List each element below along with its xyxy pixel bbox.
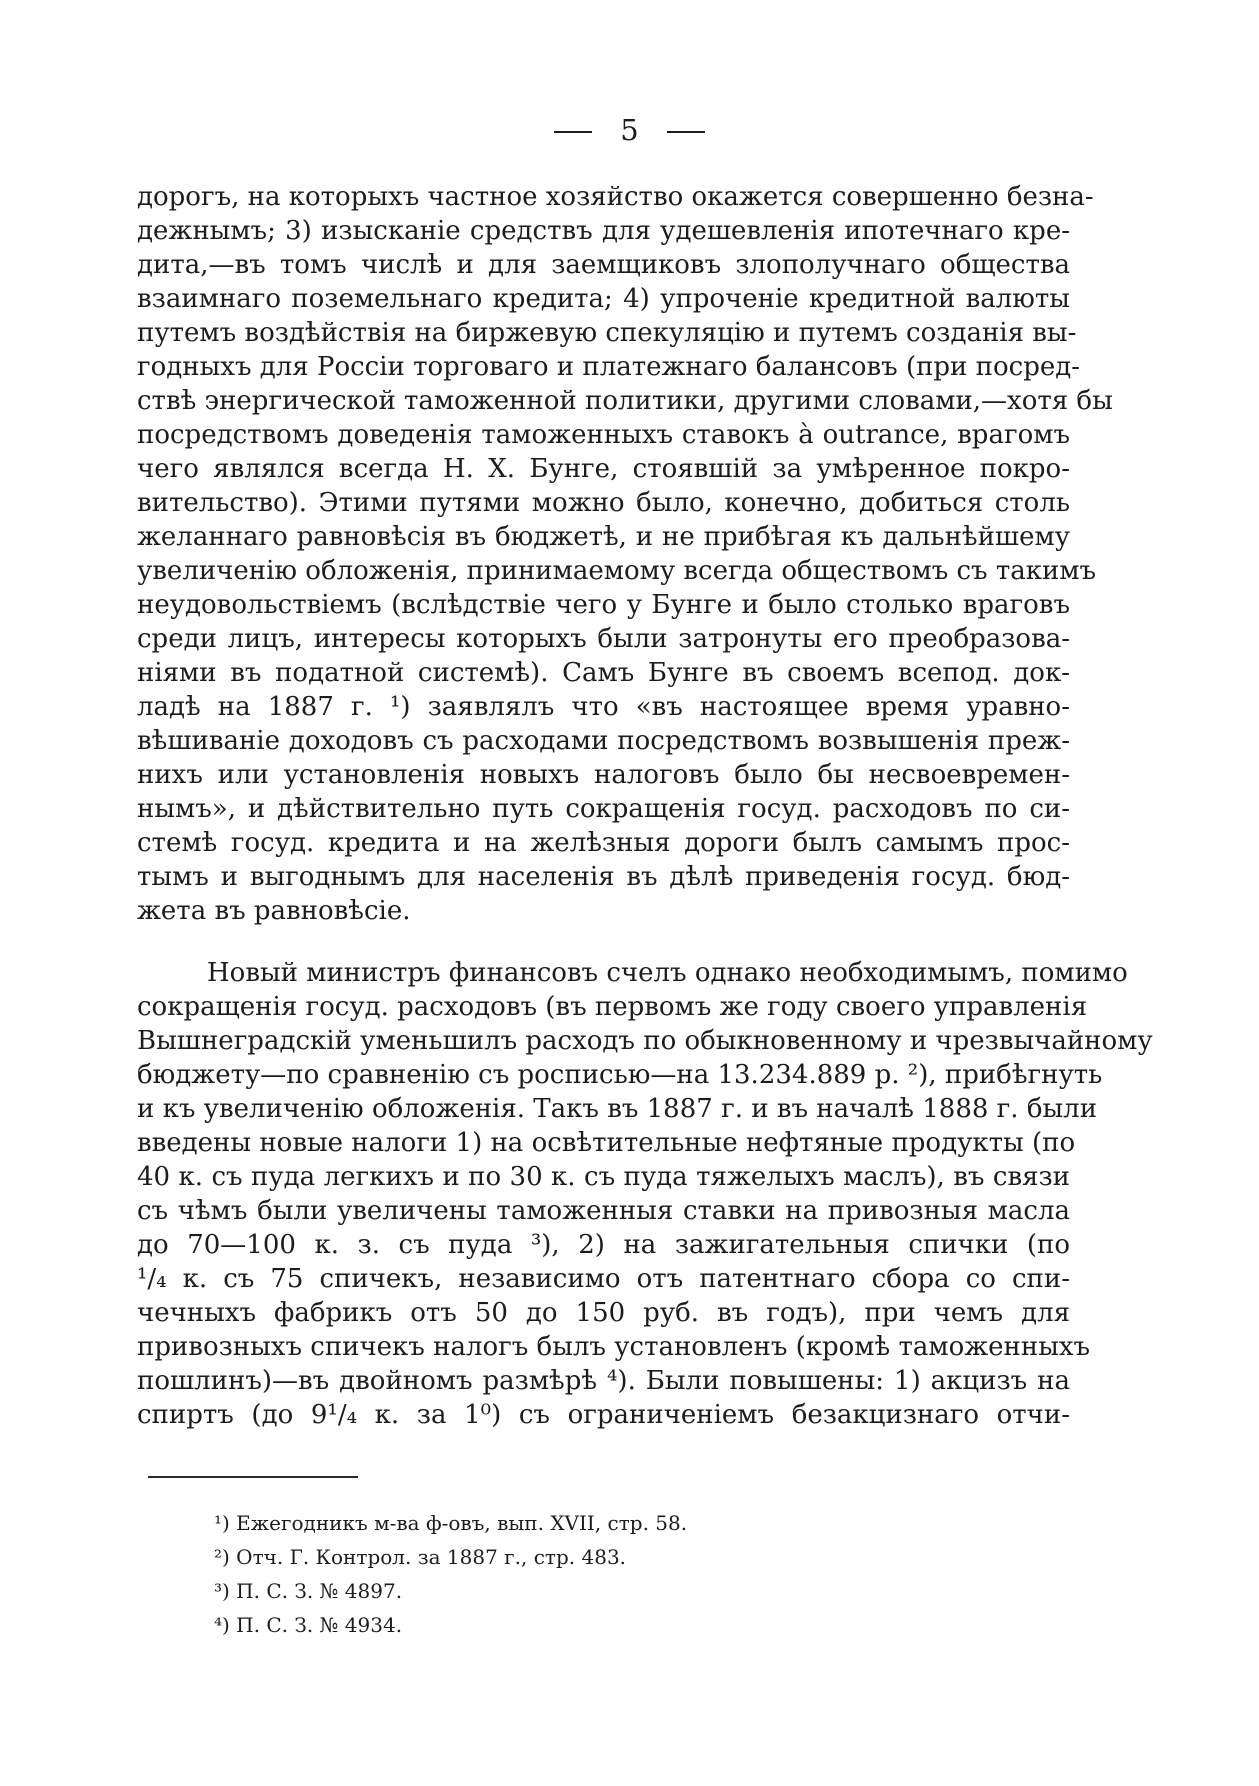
page-number-header	[0, 110, 1259, 150]
text-line: бюджету—по сравненію съ росписью—на 13.234.889 р. ²), прибѣгнуть	[137, 1060, 1103, 1090]
text-line: путемъ воздѣйствія на биржевую спекуляцію и путемъ созданія вы-	[137, 318, 1077, 348]
footnote-2: ²) Отч. Г. Контрол. за 1887 г., стр. 483.	[214, 1545, 627, 1569]
text-line: съ чѣмъ были увеличены таможенныя ставки на привозныя масла	[137, 1196, 1070, 1226]
text-line: годныхъ для Россіи торговаго и платежнаго балансовъ (при посред-	[137, 352, 1081, 382]
text-line: вѣшиваніе доходовъ съ расходами посредствомъ возвышенія преж-	[137, 726, 1070, 756]
text-line: ¹/₄ к. съ 75 спичекъ, независимо отъ патентнаго сбора со спи-	[137, 1264, 1070, 1294]
page-number: 5	[620, 113, 639, 147]
paragraph-1	[137, 180, 1113, 928]
text-line: Вышнеградскій уменьшилъ расходъ по обыкновенному и чрезвычайному	[137, 1026, 1153, 1056]
text-line: и къ увеличенію обложенія. Такъ въ 1887 г. и въ началѣ 1888 г. были	[137, 1094, 1098, 1124]
text-line: нихъ или установленія новыхъ налоговъ было бы несвоевремен-	[137, 760, 1070, 790]
header-dash-right	[667, 131, 705, 133]
footnote-1: ¹) Ежегодникъ м-ва ф-овъ, вып. XVII, стр. 58.	[214, 1511, 688, 1535]
text-line: посредствомъ доведенія таможенныхъ ставокъ à outrance, врагомъ	[137, 420, 1070, 450]
main-text	[137, 180, 1153, 1432]
paragraph-spacer	[137, 928, 1070, 956]
header-dash-left	[554, 131, 592, 133]
text-line: 40 к. съ пуда легкихъ и по 30 к. съ пуда тяжелыхъ маслъ), въ связи	[137, 1162, 1070, 1192]
text-line: сокращенія госуд. расходовъ (въ первомъ же году своего управленія	[137, 992, 1088, 1022]
text-line: желаннаго равновѣсія въ бюджетѣ, и не прибѣгая къ дальнѣйшему	[137, 522, 1070, 552]
footnote-separator	[148, 1476, 358, 1478]
text-line: взаимнаго поземельнаго кредита; 4) упроченіе кредитной валюты	[137, 284, 1070, 314]
text-line: ніями въ податной системѣ). Самъ Бунге въ своемъ всепод. док-	[137, 658, 1070, 688]
text-line: чечныхъ фабрикъ отъ 50 до 150 руб. въ годъ), при чемъ для	[137, 1298, 1070, 1328]
text-line: стемѣ госуд. кредита и на желѣзныя дороги былъ самымъ прос-	[137, 828, 1070, 858]
text-line: спиртъ (до 9¹/₄ к. за 1⁰) съ ограниченіемъ безакцизнаго отчи-	[137, 1400, 1070, 1430]
text-line: до 70—100 к. з. съ пуда ³), 2) на зажигательныя спички (по	[137, 1230, 1070, 1260]
footnotes	[214, 1506, 1014, 1642]
text-line: ладѣ на 1887 г. ¹) заявлялъ что «въ настоящее время уравно-	[137, 692, 1070, 722]
text-line: введены новые налоги 1) на освѣтительные нефтяные продукты (по	[137, 1128, 1076, 1158]
paragraph-2	[137, 956, 1153, 1432]
text-line: вительство). Этими путями можно было, конечно, добиться столь	[137, 488, 1070, 518]
text-line: пошлинъ)—въ двойномъ размѣрѣ ⁴). Были повышены: 1) акцизъ на	[137, 1366, 1070, 1396]
text-line: ствѣ энергической таможенной политики, другими словами,—хотя бы	[137, 386, 1113, 416]
text-line: тымъ и выгоднымъ для населенія въ дѣлѣ приведенія госуд. бюд-	[137, 862, 1070, 892]
text-line: неудовольствіемъ (вслѣдствіе чего у Бунге и было столько враговъ	[137, 590, 1070, 620]
text-line: жета въ равновѣсіе.	[137, 896, 411, 926]
text-line: привозныхъ спичекъ налогъ былъ установленъ (кромѣ таможенныхъ	[137, 1332, 1091, 1362]
footnote-4: ⁴) П. С. З. № 4934.	[214, 1613, 403, 1637]
text-line: дорогъ, на которыхъ частное хозяйство окажется совершенно безна-	[137, 182, 1094, 212]
text-line: увеличенію обложенія, принимаемому всегда обществомъ съ такимъ	[137, 556, 1097, 586]
text-line: нымъ», и дѣйствительно путь сокращенія госуд. расходовъ по си-	[137, 794, 1070, 824]
text-line: Новый министръ финансовъ счелъ однако необходимымъ, помимо	[207, 958, 1128, 988]
text-line: среди лицъ, интересы которыхъ были затронуты его преобразова-	[137, 624, 1070, 654]
text-line: дита,—въ томъ числѣ и для заемщиковъ злополучнаго общества	[137, 250, 1070, 280]
text-line: чего являлся всегда Н. Х. Бунге, стоявшій за умѣренное покро-	[137, 454, 1070, 484]
footnote-3: ³) П. С. З. № 4897.	[214, 1579, 403, 1603]
text-line: дежнымъ; 3) изысканіе средствъ для удешевленія ипотечнаго кре-	[137, 216, 1070, 246]
